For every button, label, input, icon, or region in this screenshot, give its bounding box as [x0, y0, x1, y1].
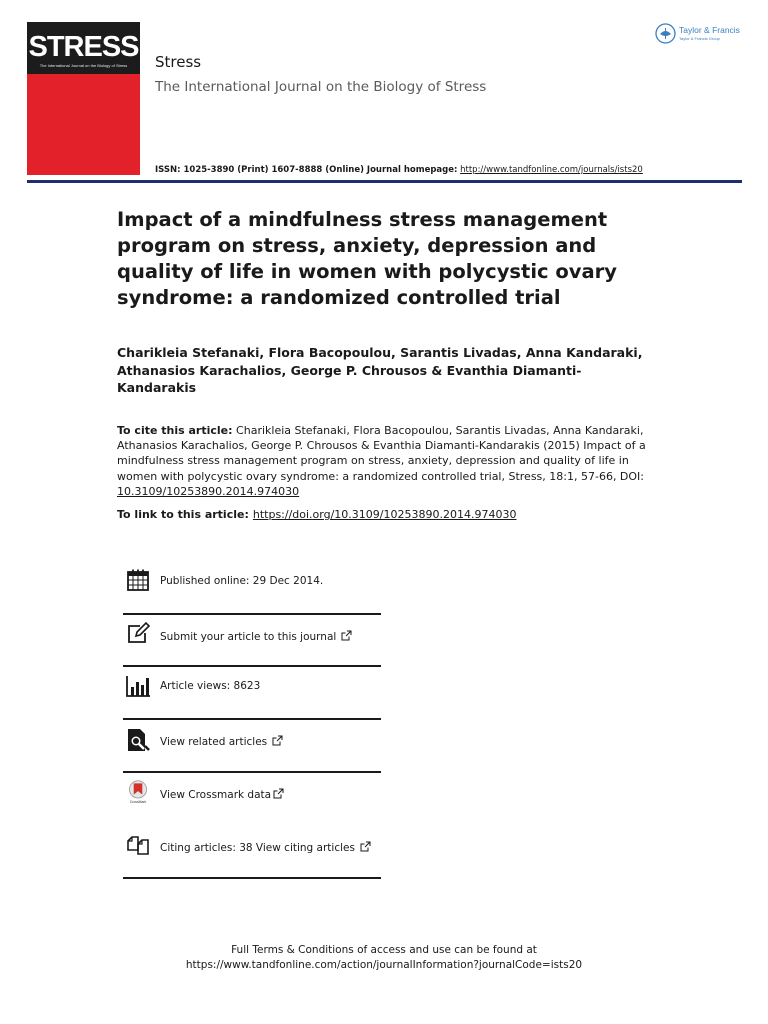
link-label: To link to this article: — [117, 508, 249, 521]
article-link-line — [117, 507, 657, 522]
publisher-name: Taylor & Francis — [679, 25, 740, 35]
crossmark-label[interactable]: View Crossmark data — [160, 789, 272, 801]
info-divider — [123, 718, 381, 720]
published-online-row — [123, 566, 381, 618]
external-link-icon — [273, 788, 284, 799]
crossmark-badge-text: CrossMark — [129, 800, 147, 804]
journal-name: Stress — [155, 53, 202, 71]
info-divider — [123, 771, 381, 773]
cover-title: STRESS — [28, 31, 139, 63]
citation-label: To cite this article: — [117, 424, 233, 437]
related-articles-row[interactable] — [123, 722, 381, 774]
citation-block — [117, 423, 657, 499]
submit-article-label[interactable]: Submit your article to this journal — [160, 631, 337, 643]
citing-articles-icon — [126, 833, 150, 857]
issn-text: ISSN: 1025-3890 (Print) 1607-8888 (Online) Journal homepage: — [155, 165, 458, 175]
info-divider — [123, 665, 381, 667]
external-link-icon — [341, 630, 352, 641]
article-authors: Charikleia Stefanaki, Flora Bacopoulou, Sarantis Livadas, Anna Kandaraki, Athanasios Karachalios, George P. Chrousos & Evanthia Diamanti-Kandarakis — [117, 345, 643, 395]
publisher-group: Taylor & Francis Group — [679, 36, 720, 41]
edit-icon — [126, 621, 150, 645]
footer-line-1: Full Terms & Conditions of access and use can be found at — [231, 944, 537, 956]
crossmark-text[interactable] — [160, 788, 284, 801]
cover-red-panel — [27, 74, 140, 175]
info-divider — [123, 877, 381, 879]
footer-terms — [84, 943, 684, 973]
journal-homepage-link[interactable]: http://www.tandfonline.com/journals/ists20 — [460, 165, 643, 175]
cover-subtitle: The International Journal on the Biology of Stress — [39, 63, 128, 68]
bar-chart-icon — [126, 674, 150, 698]
related-articles-label[interactable]: View related articles — [160, 736, 268, 748]
publisher-logo[interactable] — [655, 22, 750, 46]
citing-articles-label[interactable]: Citing articles: 38 View citing articles — [160, 842, 355, 854]
info-divider — [123, 613, 381, 615]
calendar-icon — [126, 568, 150, 592]
external-link-icon — [272, 735, 283, 746]
taylor-francis-icon — [655, 23, 676, 44]
journal-cover — [27, 22, 140, 175]
article-views-text: Article views: 8623 — [160, 680, 261, 692]
journal-subtitle: The International Journal on the Biology of Stress — [155, 79, 487, 95]
citation-doi-link[interactable]: 10.3109/10253890.2014.974030 — [117, 484, 300, 498]
citing-articles-text[interactable] — [160, 841, 371, 854]
footer-terms-link[interactable]: https://www.tandfonline.com/action/journalInformation?journalCode=ists20 — [185, 959, 583, 971]
article-title: Impact of a mindfulness stress management program on stress, anxiety, depression and quality of life in women with polycystic ovary syndrome: a randomized controlled trial — [117, 208, 617, 309]
cover-logo-icon — [33, 204, 51, 216]
article-doi-link[interactable]: https://doi.org/10.3109/10253890.2014.974030 — [252, 508, 517, 521]
crossmark-icon — [126, 780, 150, 804]
external-link-icon — [360, 841, 371, 852]
submit-article-row[interactable] — [123, 617, 381, 669]
citation-text: Charikleia Stefanaki, Flora Bacopoulou, Sarantis Livadas, Anna Kandaraki, Athanasios Karachalios, George P. Chrousos & Evanthia Diamanti-Kandarakis (2015) Impact of a mindfulness stress management program on stress, anxiety, depression and quality of life in women with polycystic ovary syndrome: a randomized controlled trial, Stress, 18:1, 57-66, DOI: — [117, 424, 646, 483]
search-document-icon — [126, 728, 150, 752]
crossmark-row[interactable] — [123, 775, 381, 827]
related-articles-text[interactable] — [160, 735, 283, 748]
header-divider — [27, 180, 742, 183]
article-views-row — [123, 670, 381, 722]
citing-articles-row[interactable] — [123, 828, 381, 880]
published-online-text: Published online: 29 Dec 2014. — [160, 575, 324, 587]
issn-line — [155, 165, 643, 175]
submit-article-text[interactable] — [160, 630, 352, 643]
